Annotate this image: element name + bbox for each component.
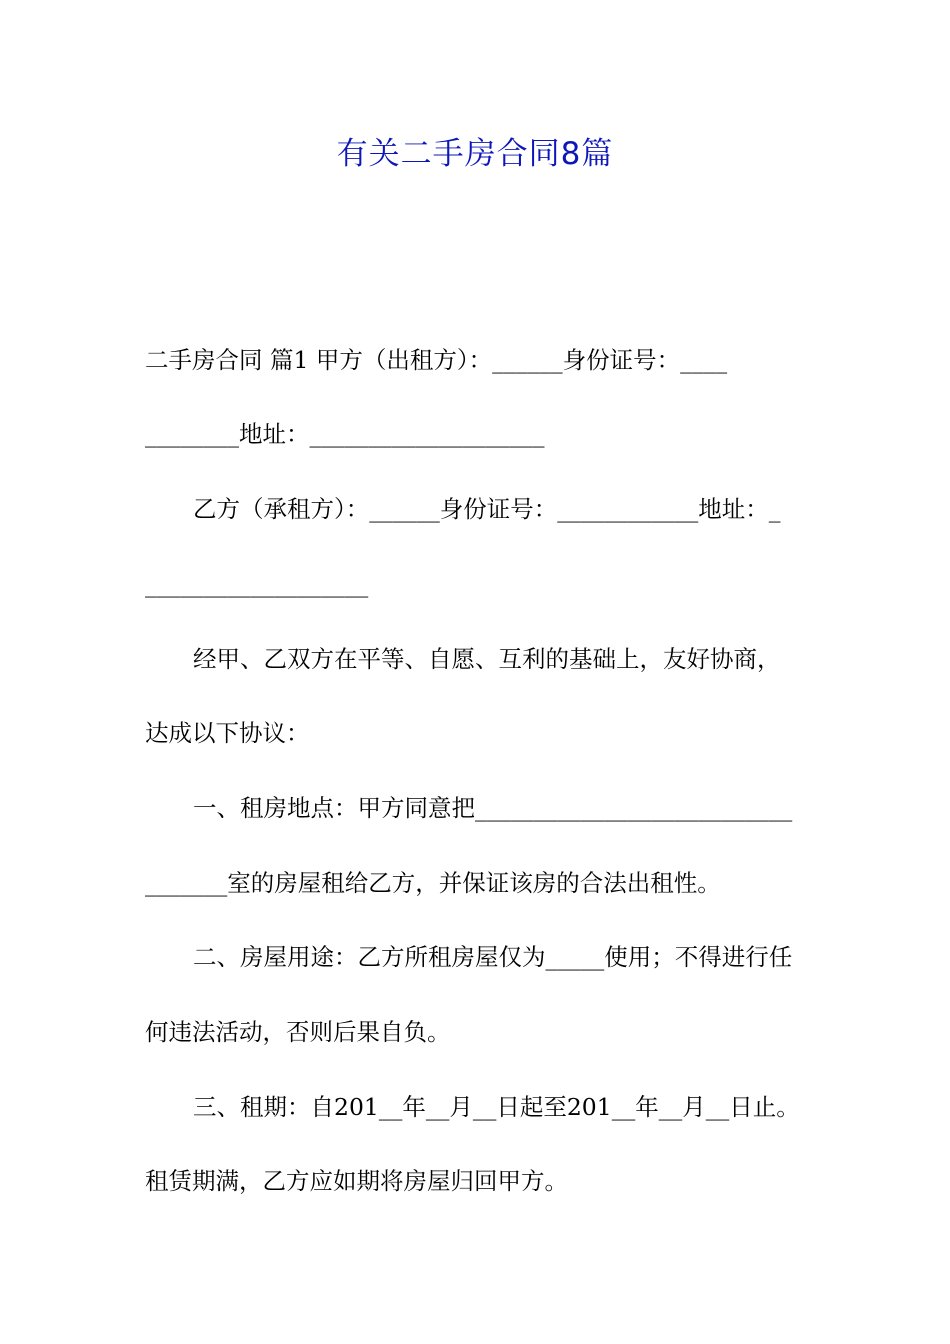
body-line: 经甲、乙双方在平等、自愿、互利的基础上，友好协商，: [193, 645, 781, 673]
body-line: ___________________: [145, 570, 369, 598]
document-title: 有关二手房合同8篇: [336, 136, 614, 172]
body-line: 租赁期满，乙方应如期将房屋归回甲方。: [145, 1167, 568, 1195]
body-line: 何违法活动，否则后果自负。: [145, 1018, 451, 1046]
body-line: ________地址：____________________: [145, 420, 545, 448]
body-line: 二手房合同 篇1 甲方（出租方）：______身份证号：____: [145, 346, 728, 374]
body-line: 一、租房地点：甲方同意把___________________________: [193, 794, 793, 822]
body-line: 二、房屋用途：乙方所租房屋仅为_____使用；不得进行任: [193, 943, 793, 971]
body-line: 达成以下协议：: [145, 719, 310, 747]
body-line: 乙方（承租方）：______身份证号：____________地址：_: [193, 495, 781, 523]
body-line: _______室的房屋租给乙方，并保证该房的合法出租性。: [145, 869, 721, 897]
body-line: 三、租期：自201__年__月__日起至201__年__月__日止。: [193, 1093, 800, 1121]
